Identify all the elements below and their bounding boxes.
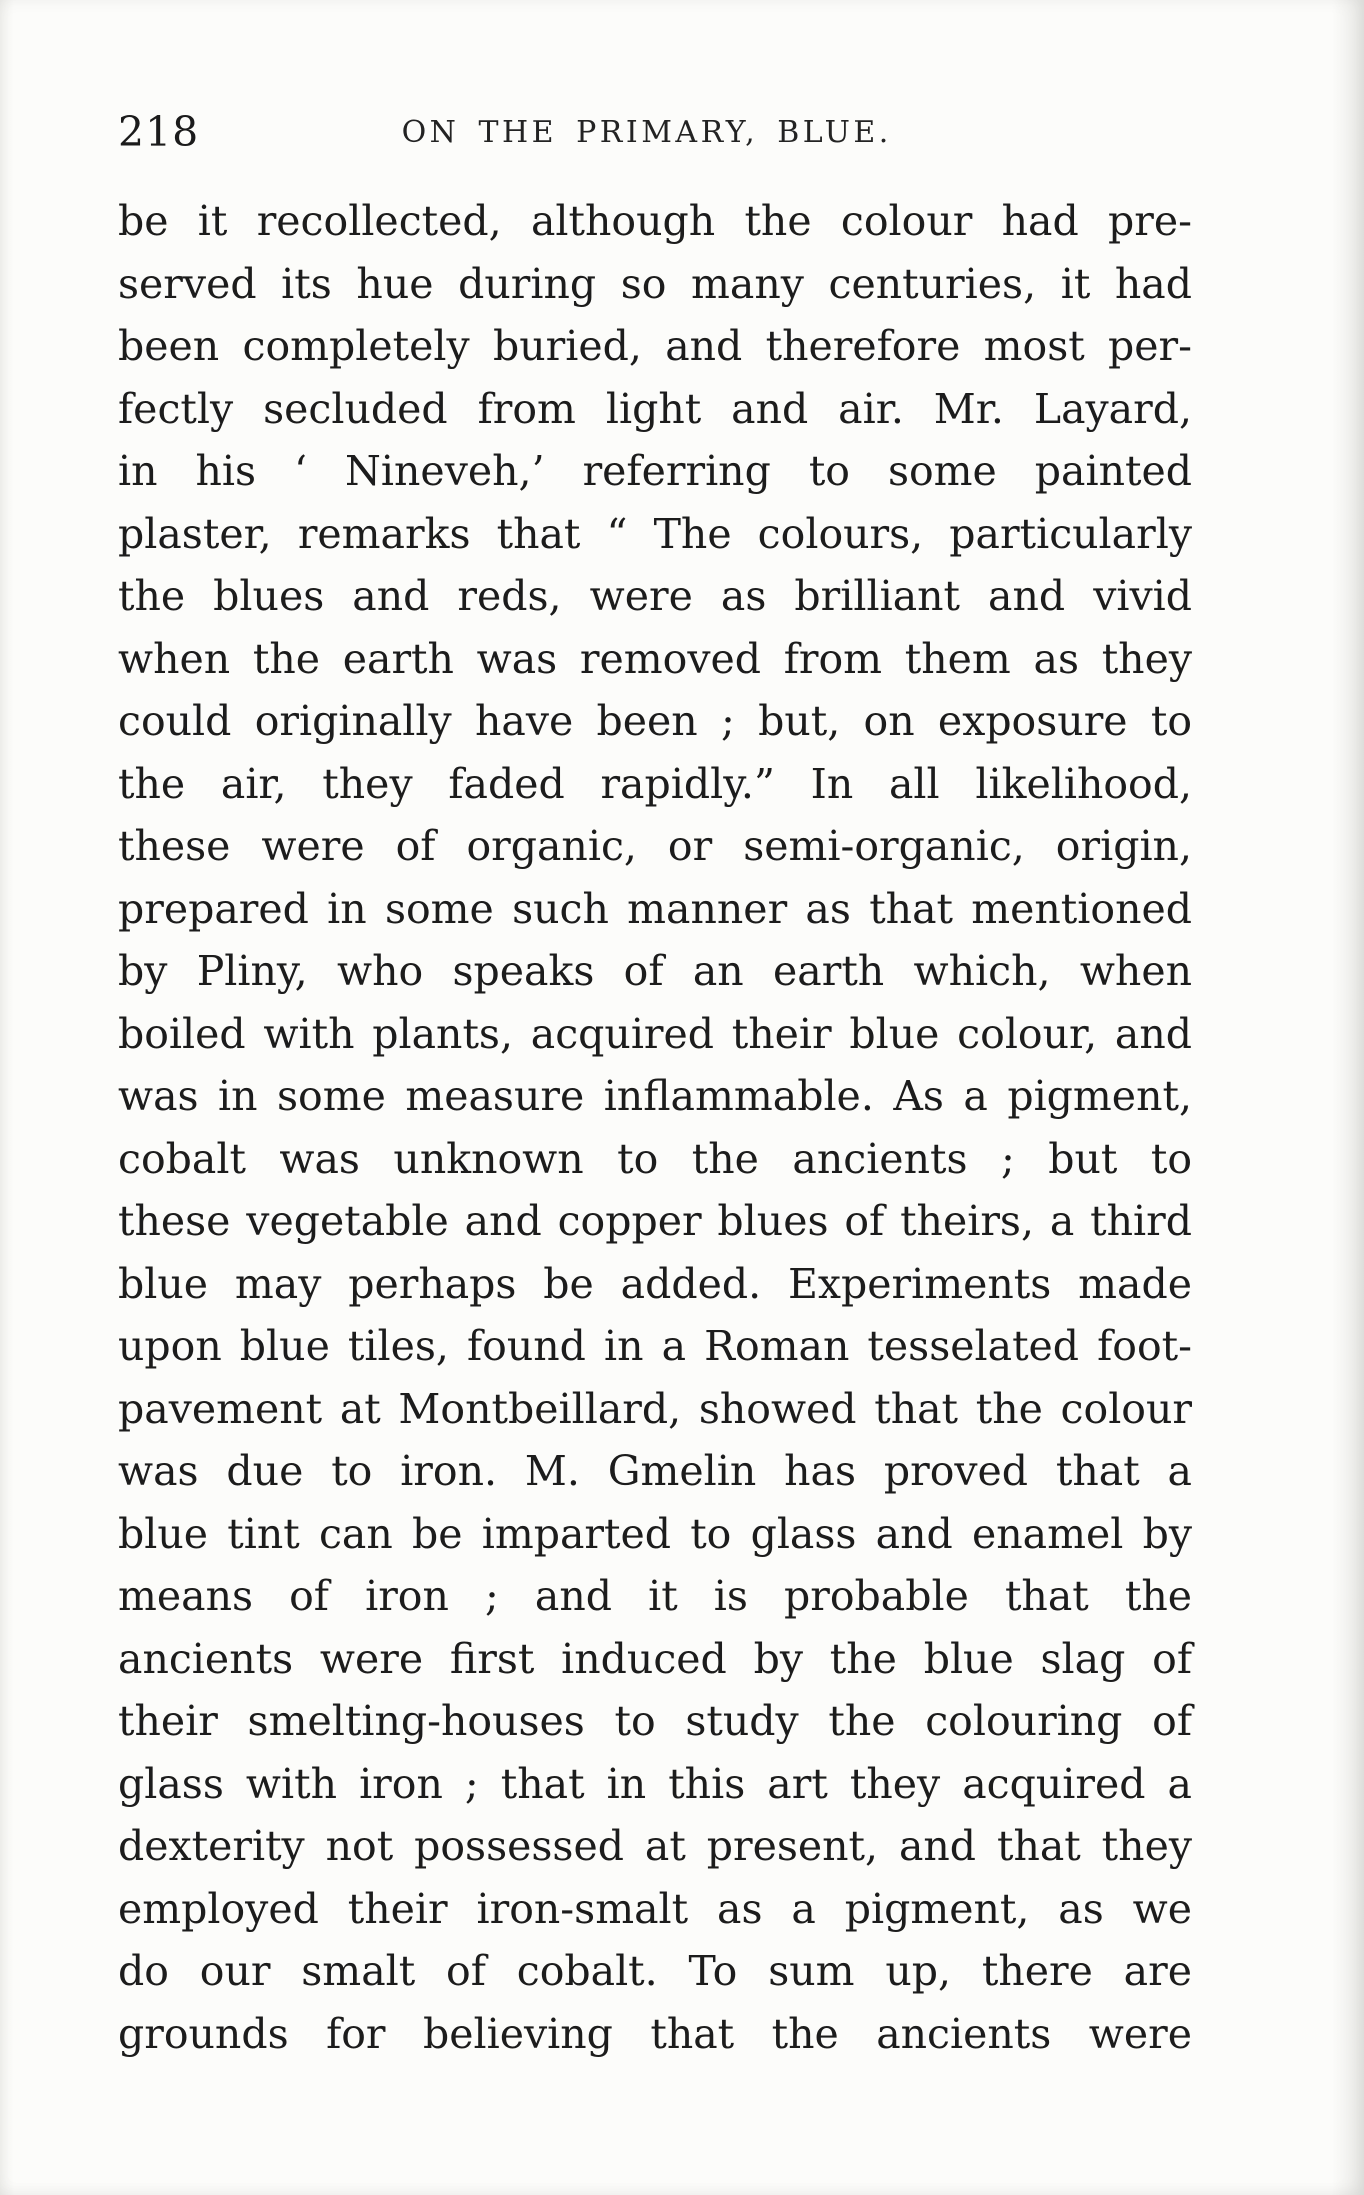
- text-line: their smelting-houses to study the colouring of: [118, 1697, 1192, 1745]
- text-line: means of iron ; and it is probable that the: [118, 1572, 1192, 1620]
- running-header: ON THE PRIMARY, BLUE.: [401, 115, 892, 150]
- text-line: been completely buried, and therefore most per-: [118, 322, 1192, 370]
- text-line: was in some measure inflammable. As a pigment,: [118, 1072, 1192, 1120]
- text-line: was due to iron. M. Gmelin has proved that a: [118, 1447, 1192, 1495]
- text-line: these vegetable and copper blues of theirs, a third: [118, 1197, 1192, 1245]
- page-header: [118, 108, 1244, 160]
- text-line: prepared in some such manner as that mentioned: [118, 884, 1192, 933]
- text-line: do our smalt of cobalt. To sum up, there are: [118, 1947, 1192, 1995]
- text-line: grounds for believing that the ancients were: [118, 2009, 1192, 2058]
- text-line: when the earth was removed from them as they: [118, 634, 1192, 683]
- text-line: these were of organic, or semi-organic, origin,: [118, 822, 1192, 870]
- text-line: served its hue during so many centuries, it had: [118, 259, 1192, 308]
- text-line: blue tint can be imparted to glass and enamel by: [118, 1509, 1192, 1558]
- page-number: 218: [118, 108, 200, 156]
- text-line: ancients were first induced by the blue slag of: [118, 1634, 1192, 1683]
- body-text: [118, 190, 1192, 2065]
- text-line: boiled with plants, acquired their blue colour, and: [118, 1009, 1192, 1058]
- text-line: could originally have been ; but, on exposure to: [118, 697, 1192, 745]
- text-line: the air, they faded rapidly.” In all likelihood,: [118, 759, 1192, 808]
- text-line: the blues and reds, were as brilliant and vivid: [118, 572, 1192, 620]
- text-line: plaster, remarks that “ The colours, particularly: [118, 509, 1192, 558]
- text-line: be it recollected, although the colour had pre-: [118, 197, 1192, 245]
- text-line: upon blue tiles, found in a Roman tesselated foot-: [118, 1322, 1192, 1370]
- text-line: pavement at Montbeillard, showed that the colour: [118, 1384, 1192, 1433]
- text-line: dexterity not possessed at present, and that they: [118, 1822, 1192, 1870]
- text-line: cobalt was unknown to the ancients ; but to: [118, 1134, 1192, 1183]
- text-line: blue may perhaps be added. Experiments made: [118, 1259, 1192, 1308]
- text-line: fectly secluded from light and air. Mr. Layard,: [118, 384, 1192, 433]
- text-line: in his ‘ Nineveh,’ referring to some painted: [118, 447, 1192, 495]
- text-line: by Pliny, who speaks of an earth which, when: [118, 947, 1192, 995]
- text-line: employed their iron-smalt as a pigment, as we: [118, 1884, 1192, 1933]
- text-line: glass with iron ; that in this art they acquired a: [118, 1759, 1192, 1808]
